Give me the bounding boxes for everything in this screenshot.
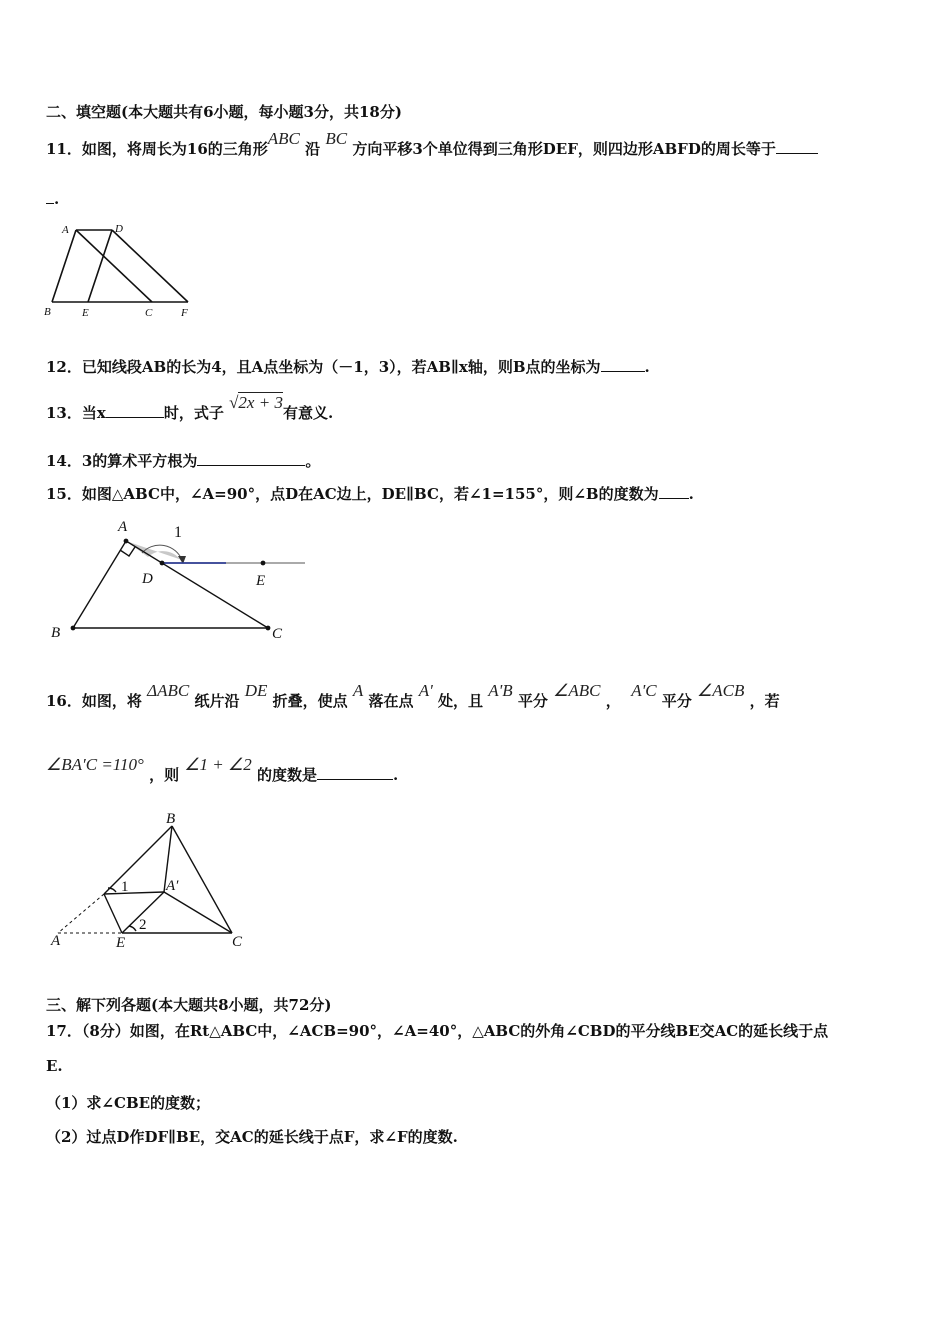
radical-sign-icon: √ xyxy=(229,393,239,412)
section-3-title: 三、解下列各题(本大题共8小题，共72分) xyxy=(46,996,332,1014)
question-16 xyxy=(46,681,780,711)
q16-math-angle-ba-c: ∠BA′C =110° xyxy=(46,755,144,774)
question-16-line-2 xyxy=(46,755,399,785)
q11-label-c: C xyxy=(145,307,153,319)
q16-math-angle-abc: ∠ABC xyxy=(553,681,601,700)
q14-text-1: 3的算术平方根为 xyxy=(81,452,198,470)
q15-label-a: A xyxy=(118,519,128,535)
q11-label-f: F xyxy=(181,307,188,319)
q11-label-b: B xyxy=(44,306,51,318)
q16-math-de: DE xyxy=(244,681,268,700)
q14-text-2: 。 xyxy=(305,452,321,470)
q16-text-12: . xyxy=(393,766,399,784)
q15-number: 15． xyxy=(46,485,82,503)
q14-answer-blank[interactable] xyxy=(197,464,305,466)
q11-math-abc: ABC xyxy=(267,129,300,148)
q15-text-1: 如图△ABC中，∠A=90°，点D在AC边上，DE∥BC，若∠1=155°，则∠B的度数为 xyxy=(81,485,659,503)
q16-text-5: 处，且 xyxy=(438,692,484,710)
q13-text-1: 当x xyxy=(81,404,106,422)
q11-answer-blank-tail[interactable] xyxy=(46,202,54,204)
q12-text-2: . xyxy=(644,358,650,376)
q12-answer-blank[interactable] xyxy=(601,370,645,372)
q15-label-b: B xyxy=(51,625,61,641)
q17-text-2: E. xyxy=(46,1057,63,1075)
q16-label-angle-1: 1 xyxy=(121,879,129,895)
q16-answer-blank[interactable] xyxy=(317,778,393,780)
q15-figure xyxy=(46,512,311,644)
q16-text-2: 纸片沿 xyxy=(194,692,240,710)
q16-text-11: 的度数是 xyxy=(257,766,318,784)
q17-text-1: （8分）如图，在Rt△ABC中，∠ACB=90°，∠A=40°，△ABC的外角∠CBD的平分线BE交AC的延长线于点 xyxy=(81,1022,829,1040)
q16-math-triangle: ΔABC xyxy=(147,681,190,700)
q11-text-3: 方向平移3个单位得到三角形DEF，则四边形ABFD的周长等于 xyxy=(352,140,776,158)
q16-text-8: 平分 xyxy=(661,692,692,710)
q11-label-e: E xyxy=(82,307,89,319)
question-13 xyxy=(46,393,334,423)
q16-text-9: ，若 xyxy=(749,692,780,710)
q17-part-1 xyxy=(46,1092,210,1113)
q16-math-a: A xyxy=(352,681,364,700)
q13-number: 13． xyxy=(46,404,82,422)
q16-math-aprime: A' xyxy=(418,681,433,700)
q16-figure xyxy=(46,808,256,953)
q16-label-a: A xyxy=(51,933,61,949)
q17-number: 17． xyxy=(46,1022,82,1040)
q11-figure xyxy=(40,218,210,323)
q16-label-aprime: A′ xyxy=(166,878,179,894)
q11-label-d: D xyxy=(115,223,123,235)
q16-text-1: 如图，将 xyxy=(81,692,142,710)
q11-continuation xyxy=(46,190,59,208)
q16-math-aprime-b: A'B xyxy=(488,681,513,700)
q11-text-1: 如图，将周长为16的三角形 xyxy=(81,140,268,158)
q11-math-bc: BC xyxy=(325,129,348,148)
q17-part-1-text: （1）求∠CBE的度数； xyxy=(46,1094,211,1112)
q16-number: 16． xyxy=(46,692,82,710)
q15-label-d: D xyxy=(142,571,153,587)
q11-text-2: 沿 xyxy=(305,140,321,158)
q16-text-7: ， xyxy=(605,692,621,710)
q11-text-4: . xyxy=(54,190,60,208)
q12-number: 12． xyxy=(46,358,82,376)
q16-text-10: ，则 xyxy=(149,766,180,784)
question-15 xyxy=(46,483,694,504)
q13-text-2: 时，式子 xyxy=(163,404,224,422)
q16-text-4: 落在点 xyxy=(368,692,414,710)
q17-part-2-text: （2）过点D作DF∥BE，交AC的延长线于点F，求∠F的度数. xyxy=(46,1128,458,1146)
q16-math-angle-acb: ∠ACB xyxy=(697,681,745,700)
q16-math-sum-angles: ∠1 + ∠2 xyxy=(184,755,252,774)
q15-label-angle-1: 1 xyxy=(174,524,182,541)
q16-label-e: E xyxy=(116,935,126,951)
q16-text-3: 折叠，使点 xyxy=(272,692,348,710)
q15-label-e: E xyxy=(256,573,266,589)
q16-math-aprime-c: A'C xyxy=(631,681,657,700)
q11-label-a: A xyxy=(62,224,69,236)
question-17 xyxy=(46,1020,828,1041)
question-12 xyxy=(46,356,650,377)
q16-label-angle-2: 2 xyxy=(139,917,147,933)
q11-number: 11． xyxy=(46,140,82,158)
q13-radicand: 2x + 3 xyxy=(238,393,283,412)
q17-part-2 xyxy=(46,1126,458,1147)
q15-text-2: . xyxy=(688,485,694,503)
question-11 xyxy=(46,129,818,159)
question-14 xyxy=(46,450,320,471)
q16-label-c: C xyxy=(232,934,243,950)
q13-answer-blank[interactable] xyxy=(106,416,164,418)
q13-sqrt-expression xyxy=(229,393,283,412)
q13-text-3: 有意义. xyxy=(282,404,334,422)
q12-text-1: 已知线段AB的长为4，且A点坐标为（－1，3），若AB∥x轴，则B点的坐标为 xyxy=(81,358,601,376)
q15-answer-blank[interactable] xyxy=(659,497,689,499)
question-17-line-2 xyxy=(46,1057,63,1075)
q15-label-c: C xyxy=(272,626,283,642)
q11-answer-blank[interactable] xyxy=(776,152,818,154)
q16-text-6: 平分 xyxy=(517,692,548,710)
q16-label-b: B xyxy=(166,811,176,827)
q14-number: 14． xyxy=(46,452,82,470)
section-2-title: 二、填空题(本大题共有6小题，每小题3分，共18分) xyxy=(46,103,402,121)
